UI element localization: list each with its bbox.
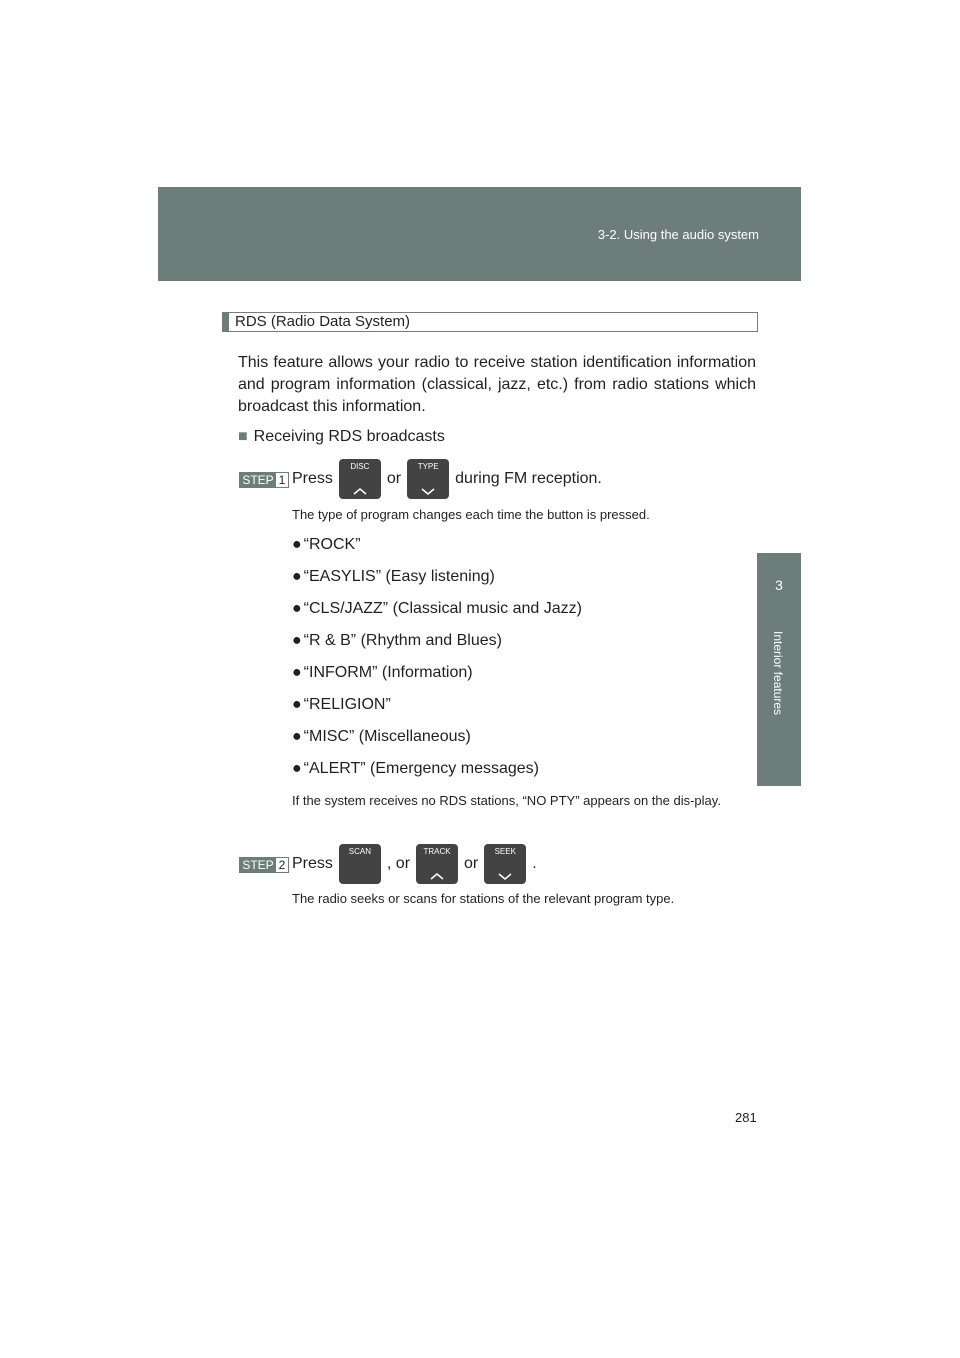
chevron-up-icon	[353, 488, 367, 495]
step-2-badge: STEP 2	[239, 857, 289, 873]
list-item: ● “R & B” (Rhythm and Blues)	[292, 632, 502, 649]
scan-button: SCAN	[339, 844, 381, 884]
program-type-list	[292, 529, 582, 785]
subheading-text: Receiving RDS broadcasts	[253, 428, 445, 445]
step-2-note: The radio seeks or scans for stations of the relevant program type.	[292, 891, 675, 906]
track-up-button: TRACK	[416, 844, 458, 884]
chapter-number: 3	[775, 577, 783, 593]
no-pty-note: If the system receives no RDS stations, “NO PTY” appears on the dis-play.	[292, 793, 721, 808]
step-1-instruction: Press DISC or TYPE during FM reception.	[292, 459, 602, 499]
list-item: ● “INFORM” (Information)	[292, 664, 473, 681]
list-item: ● “ALERT” (Emergency messages)	[292, 760, 539, 777]
step-2-instruction: Press SCAN , or TRACK or SEEK .	[292, 844, 537, 884]
page-number: 281	[735, 1110, 757, 1125]
chapter-label: Interior features	[771, 631, 785, 716]
chevron-up-icon	[430, 873, 444, 880]
page-header	[158, 187, 801, 281]
list-item: ● “CLS/JAZZ” (Classical music and Jazz)	[292, 600, 582, 617]
list-item: ● “EASYLIS” (Easy listening)	[292, 568, 495, 585]
step-1-badge: STEP 1	[239, 472, 289, 488]
step-1-note: The type of program changes each time the button is pressed.	[292, 507, 650, 522]
section-title: RDS (Radio Data System)	[222, 312, 758, 332]
section-breadcrumb: 3-2. Using the audio system	[597, 227, 759, 242]
subheading	[238, 428, 445, 446]
list-item: ● “RELIGION”	[292, 696, 391, 713]
list-item: ● “ROCK”	[292, 536, 361, 553]
seek-down-button: SEEK	[484, 844, 526, 884]
intro-paragraph: This feature allows your radio to receive station identification information and program information (classical, jazz, etc.) from radio stations which broadcast this information.	[238, 354, 756, 415]
chapter-tab	[757, 553, 801, 786]
disc-up-button: DISC	[339, 459, 381, 499]
chevron-down-icon	[421, 488, 435, 495]
type-down-button: TYPE	[407, 459, 449, 499]
square-bullet-icon: ■	[238, 428, 248, 445]
chevron-down-icon	[498, 873, 512, 880]
list-item: ● “MISC” (Miscellaneous)	[292, 728, 471, 745]
